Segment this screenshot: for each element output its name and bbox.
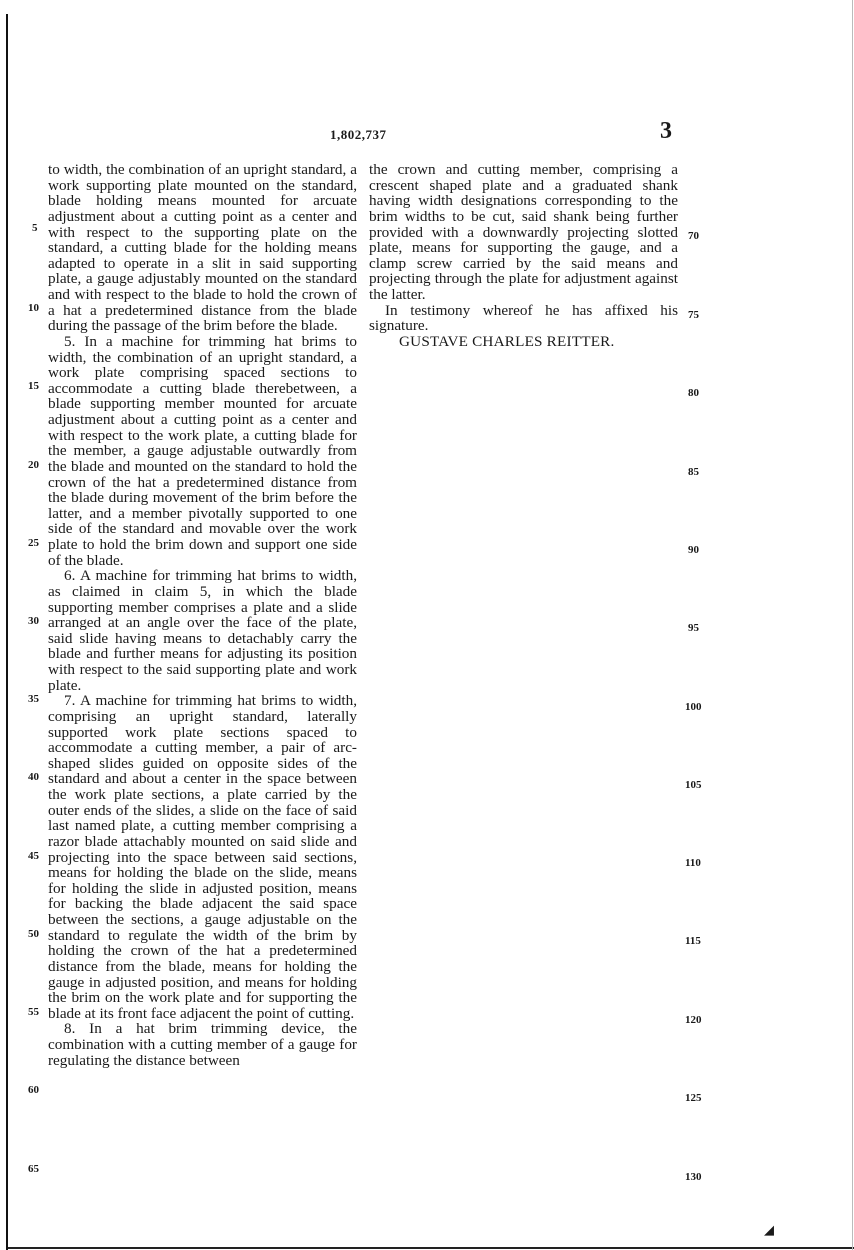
line-number-left: 20	[28, 459, 39, 471]
left-text-column	[48, 162, 357, 1068]
page-bottom-border	[8, 1247, 854, 1249]
line-number-right: 110	[685, 857, 701, 869]
corner-mark: ◢	[764, 1222, 774, 1237]
line-number-left: 55	[28, 1006, 39, 1018]
line-number-left: 65	[28, 1163, 39, 1175]
claim-5: 5. In a machine for trimming hat brims to width, the combination of an upright standard, a work plate comprising spaced sections to accommodate a cutting blade therebetween, a blade supporting member mounted for arcuate adjustment about a cutting point as a center and with respect to the work plate, a cutting blade for the member, a gauge adjustable outwardly from the blade and mounted on the standard to hold the crown of the hat a predetermined distance from the blade during movement of the brim before the latter, and a member pivotally supported to one side of the standard and movable over the work plate to hold the brim down and support one side of the blade.	[48, 332, 357, 569]
line-number-right: 80	[688, 387, 699, 399]
line-number-right: 85	[688, 466, 699, 478]
line-number-left: 30	[28, 615, 39, 627]
line-number-left: 5	[32, 222, 38, 234]
claim-7: 7. A machine for trimming hat brims to width, comprising an upright standard, laterally supported work plate sections spaced to accommodate a cutting member, a pair of arc-shaped slides guided on opposite sides of the standard and about a center in the space between the work plate sections, a plate carried by the outer ends of the slides, a slide on the face of said last named plate, a cutting member comprising a razor blade attachably mounted on said slide and projecting into the space between said sections, means for holding the blade on the slide, means for holding the slide in adjusted position, means for backing the blade adjacent the said space between the sections, a gauge adjustable on the standard to regulate the width of the brim by holding the crown of the hat a predetermined distance from the blade, means for holding the gauge in adjusted position, and means for holding the brim on the work plate and for supporting the blade at its front face adjacent the point of cutting.	[48, 692, 357, 1022]
patent-number: 1,802,737	[330, 127, 387, 142]
right-text-column	[369, 162, 678, 350]
line-number-left: 25	[28, 537, 39, 549]
line-number-right: 130	[685, 1171, 702, 1183]
line-number-right: 70	[688, 230, 699, 242]
line-number-left: 15	[28, 380, 39, 392]
line-number-right: 125	[685, 1092, 702, 1104]
line-number-left: 35	[28, 693, 39, 705]
line-number-right: 105	[685, 779, 702, 791]
line-number-left: 50	[28, 928, 39, 940]
page-right-border	[852, 0, 853, 1250]
line-number-left: 40	[28, 771, 39, 783]
line-number-right: 100	[685, 701, 702, 713]
inventor-signature: GUSTAVE CHARLES REITTER.	[399, 332, 615, 350]
claim-4-continuation: to width, the combination of an upright standard, a work supporting plate mounted on the standard, blade holding means mounted for arcuate adjustment about a cutting point as a center and with respect to the supporting plate on the standard, a cutting blade for the holding means adapted to operate in a slit in said supporting plate, a gauge adjustably mounted on the standard and with respect to the blade to hold the crown of a hat a predetermined distance from the blade during the passage of the brim before the blade.	[48, 161, 357, 335]
line-number-right: 75	[688, 309, 699, 321]
page-left-border	[6, 14, 8, 1250]
claim-6: 6. A machine for trimming hat brims to width, as claimed in claim 5, in which the blade supporting member comprises a plate and a slide arranged at an angle over the face of the plate, said slide having means to detachably carry the blade and further means for adjusting its position with respect to the said supporting plate and work plate.	[48, 567, 357, 694]
line-number-left: 45	[28, 850, 39, 862]
line-number-right: 120	[685, 1014, 702, 1026]
testimony-clause: In testimony whereof he has affixed his signature.	[369, 301, 678, 335]
line-number-left: 10	[28, 302, 39, 314]
line-number-right: 115	[685, 935, 701, 947]
line-number-left: 60	[28, 1084, 39, 1096]
line-number-right: 95	[688, 622, 699, 634]
claim-8-continuation: the crown and cutting member, comprising a crescent shaped plate and a graduated shank having width designations corresponding to the brim widths to be cut, said shank being further provided with a downwardly projecting slotted plate, means for supporting the gauge, and a clamp screw carried by the said means and projecting through the plate for adjustment against the latter.	[369, 161, 678, 303]
page-number: 3	[660, 118, 672, 144]
line-number-right: 90	[688, 544, 699, 556]
claim-8: 8. In a hat brim trimming device, the combination with a cutting member of a gauge for regulating the distance between	[48, 1020, 357, 1069]
